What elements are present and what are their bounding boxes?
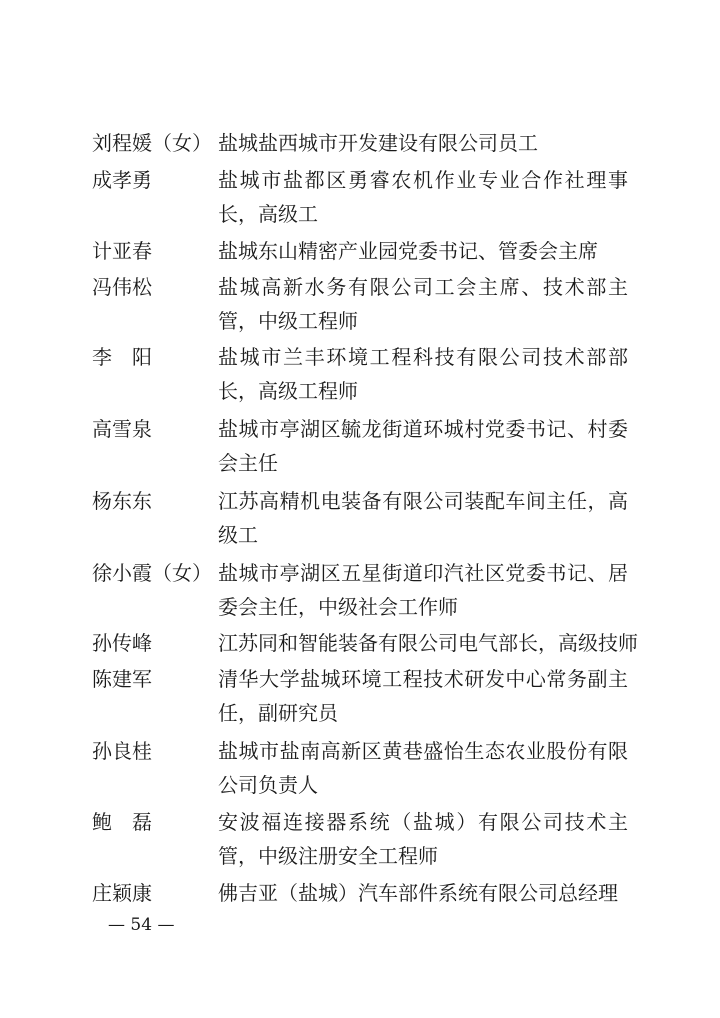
person-name: 鲍 磊 xyxy=(92,810,152,834)
person-description xyxy=(218,556,628,624)
person-name: 李 阳 xyxy=(92,345,152,369)
person-description xyxy=(218,876,628,910)
person-description xyxy=(218,126,628,160)
description-line: 盐城东山精密产业园党委书记、管委会主席 xyxy=(218,239,598,263)
person-name: 杨东东 xyxy=(92,489,152,513)
person-description xyxy=(218,340,628,408)
person-description xyxy=(218,662,628,730)
person-name: 徐小霞（女） xyxy=(92,561,212,585)
description-line: 盐城市兰丰环境工程科技有限公司技术部部 xyxy=(218,345,628,369)
description-line: 长，高级工 xyxy=(218,202,318,226)
description-line: 委会主任，中级社会工作师 xyxy=(218,595,458,619)
person-name: 高雪泉 xyxy=(92,417,152,441)
description-line: 盐城市亭湖区五星街道印汽社区党委书记、居 xyxy=(218,561,628,585)
description-line: 级工 xyxy=(218,523,258,547)
person-description xyxy=(218,734,628,802)
person-description xyxy=(218,234,628,268)
description-line: 佛吉亚（盐城）汽车部件系统有限公司总经理 xyxy=(218,881,618,905)
description-line: 盐城市盐南高新区黄巷盛怡生态农业股份有限 xyxy=(218,739,628,763)
description-line: 江苏同和智能装备有限公司电气部长，高级技师 xyxy=(218,631,638,655)
person-name: 刘程媛（女） xyxy=(92,131,212,155)
description-line: 任，副研究员 xyxy=(218,701,338,725)
person-description xyxy=(218,163,628,231)
person-name: 冯伟松 xyxy=(92,275,152,299)
person-description xyxy=(218,412,628,480)
description-line: 盐城高新水务有限公司工会主席、技术部主 xyxy=(218,275,628,299)
person-name: 成孝勇 xyxy=(92,168,152,192)
person-name: 计亚春 xyxy=(92,239,152,263)
description-line: 江苏高精机电装备有限公司装配车间主任，高 xyxy=(218,489,628,513)
description-line: 管，中级工程师 xyxy=(218,309,358,333)
description-line: 盐城市盐都区勇睿农机作业专业合作社理事 xyxy=(218,168,628,192)
person-name: 陈建军 xyxy=(92,667,152,691)
person-name: 孙良桂 xyxy=(92,739,152,763)
description-line: 公司负责人 xyxy=(218,773,318,797)
person-description xyxy=(218,484,628,552)
description-line: 会主任 xyxy=(218,451,278,475)
description-line: 盐城市亭湖区毓龙街道环城村党委书记、村委 xyxy=(218,417,628,441)
person-name: 庄颖康 xyxy=(92,881,152,905)
description-line: 长，高级工程师 xyxy=(218,379,358,403)
person-description xyxy=(218,270,628,338)
person-description xyxy=(218,805,628,873)
description-line: 盐城盐西城市开发建设有限公司员工 xyxy=(218,131,538,155)
description-line: 安波福连接器系统（盐城）有限公司技术主 xyxy=(218,810,628,834)
page-number: — 54 — xyxy=(108,915,175,935)
description-line: 管，中级注册安全工程师 xyxy=(218,844,438,868)
person-name: 孙传峰 xyxy=(92,631,152,655)
person-description xyxy=(218,626,638,660)
description-line: 清华大学盐城环境工程技术研发中心常务副主 xyxy=(218,667,628,691)
